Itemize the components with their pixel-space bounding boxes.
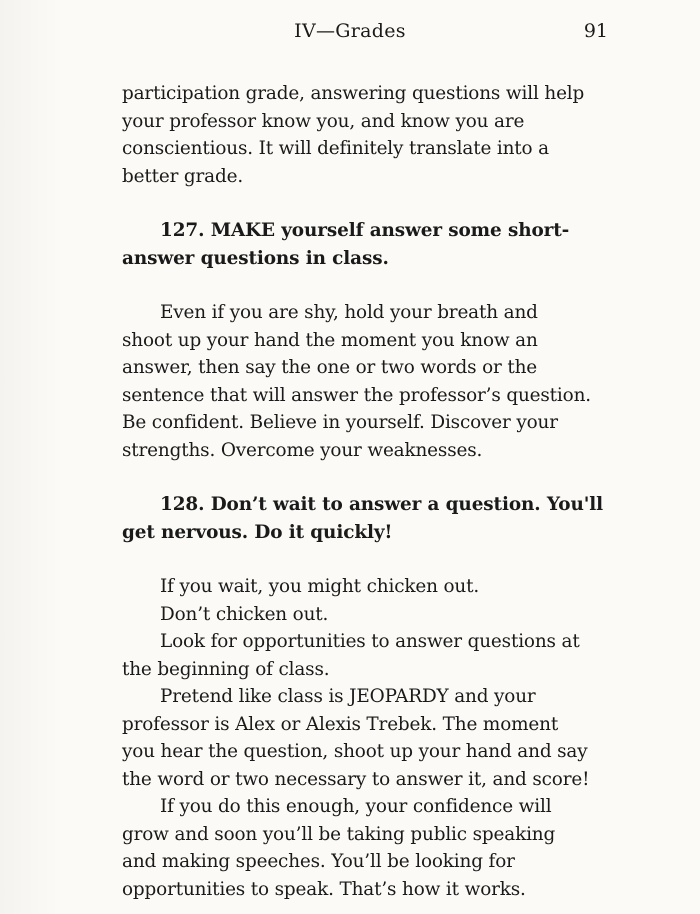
text-line: better grade. — [122, 165, 244, 187]
text-line: answer, then say the one or two words or the — [122, 357, 538, 378]
page-header — [0, 20, 700, 46]
text-line: Don’t chicken out. — [160, 603, 329, 625]
text-line: If you wait, you might chicken out. — [160, 576, 480, 597]
text-line: strengths. Overcome your weaknesses. — [122, 439, 483, 461]
chapter-title: IV—Grades — [294, 20, 406, 42]
text-line: Even if you are shy, hold your breath and — [160, 302, 538, 323]
text-line: 127. MAKE yourself answer some short- — [160, 220, 570, 241]
text-line: grow and soon you’ll be taking public speaking — [122, 823, 556, 845]
paragraph — [122, 573, 632, 601]
text-line: you hear the question, shoot up your hand and say — [122, 741, 588, 762]
text-line: shoot up your hand the moment you know an — [122, 329, 538, 351]
text-line: your professor know you, and know you are — [122, 110, 525, 132]
text-line: professor is Alex or Alexis Trebek. The moment — [122, 713, 559, 735]
text-line: Pretend like class is JEOPARDY and your — [160, 686, 536, 707]
paragraph — [122, 299, 632, 464]
text-line: participation grade, answering questions will help — [122, 83, 585, 104]
paragraph — [122, 628, 632, 683]
text-line: answer questions in class. — [122, 247, 389, 269]
paragraph — [122, 793, 632, 903]
text-line: the beginning of class. — [122, 658, 330, 680]
text-line: conscientious. It will definitely translate into a — [122, 138, 549, 159]
paragraph — [122, 601, 632, 629]
tip-heading — [122, 491, 632, 546]
text-line: opportunities to speak. That’s how it works. — [122, 878, 526, 900]
text-line: Look for opportunities to answer questions at — [160, 631, 580, 652]
text-line: Be confident. Believe in yourself. Discover your — [122, 412, 558, 433]
page-number: 91 — [583, 20, 608, 42]
text-line: If you do this enough, your confidence will — [160, 796, 552, 817]
text-line: and making speeches. You’ll be looking for — [122, 851, 515, 872]
tip-heading — [122, 217, 632, 272]
text-line: the word or two necessary to answer it, and score! — [122, 768, 590, 790]
paragraph — [122, 683, 632, 793]
text-line: get nervous. Do it quickly! — [122, 521, 393, 543]
paragraph — [122, 80, 632, 190]
body-text — [122, 80, 632, 903]
text-line: sentence that will answer the professor’s question. — [122, 384, 591, 406]
text-line: 128. Don’t wait to answer a question. You'll — [160, 494, 604, 515]
